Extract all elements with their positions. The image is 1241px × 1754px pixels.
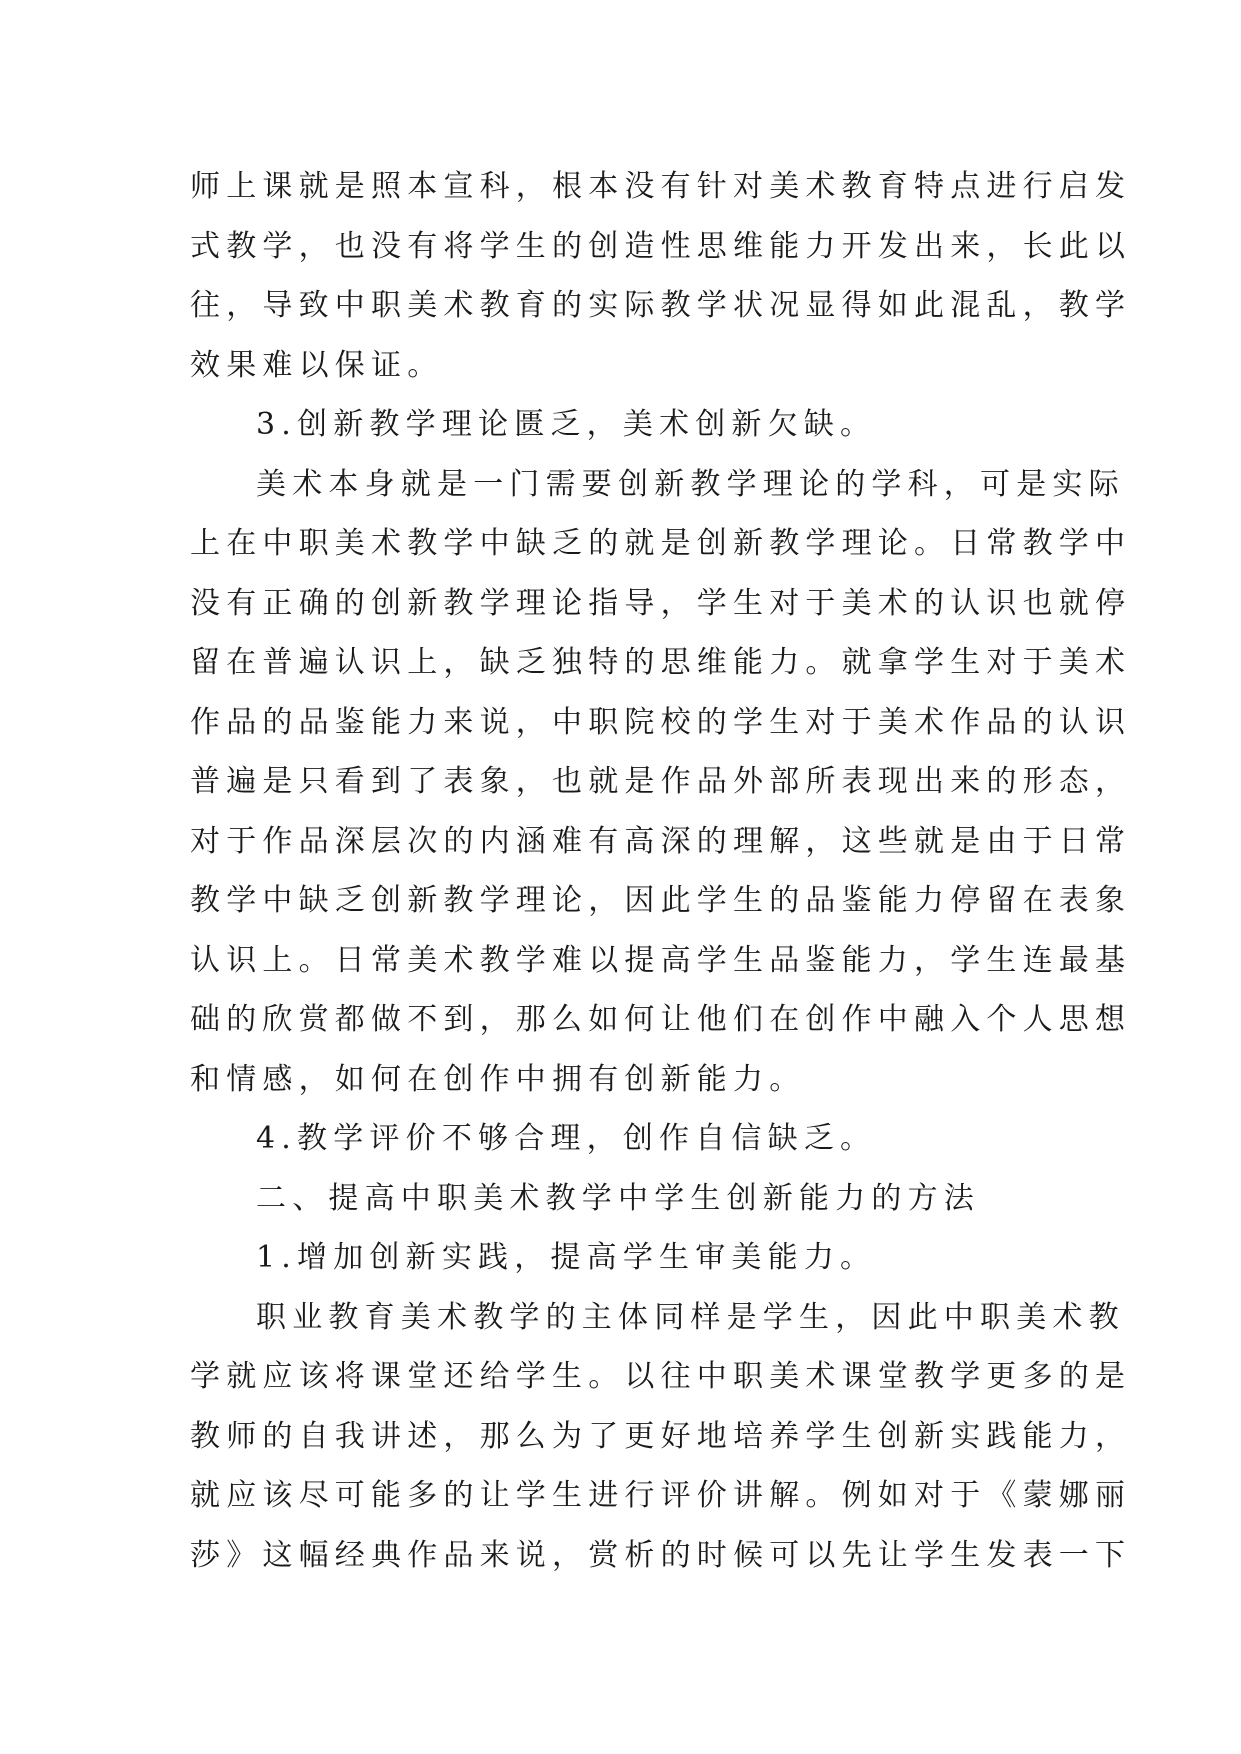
text-line: 教学中缺乏创新教学理论，因此学生的品鉴能力停留在表象	[190, 883, 1132, 918]
text-line: 就应该尽可能多的让学生进行评价讲解。例如对于《蒙娜丽	[190, 1478, 1132, 1513]
text-line: 二、提高中职美术教学中学生创新能力的方法	[256, 1180, 980, 1216]
text-line: 对于作品深层次的内涵难有高深的理解，这些就是由于日常	[190, 823, 1132, 859]
text-line: 普遍是只看到了表象，也就是作品外部所表现出来的形态，	[190, 764, 1132, 799]
text-line: 础的欣赏都做不到，那么如何让他们在创作中融入个人思想	[190, 1002, 1132, 1037]
text-line: 学就应该将课堂还给学生。以往中职美术课堂教学更多的是	[190, 1359, 1132, 1394]
text-line: 4.教学评价不够合理，创作自信缺乏。	[256, 1121, 877, 1156]
text-line: 认识上。日常美术教学难以提高学生品鉴能力，学生连最基	[190, 942, 1132, 978]
text-line: 往，导致中职美术教育的实际教学状况显得如此混乱，教学	[190, 288, 1132, 323]
text-line: 效果难以保证。	[190, 347, 444, 383]
text-line: 留在普遍认识上，缺乏独特的思维能力。就拿学生对于美术	[190, 645, 1132, 680]
text-line: 莎》这幅经典作品来说，赏析的时候可以先让学生发表一下	[190, 1537, 1132, 1573]
text-line: 师上课就是照本宣科，根本没有针对美术教育特点进行启发	[190, 169, 1132, 204]
text-line: 美术本身就是一门需要创新教学理论的学科，可是实际	[256, 466, 1125, 502]
text-line: 没有正确的创新教学理论指导，学生对于美术的认识也就停	[190, 585, 1132, 621]
text-line: 教师的自我讲述，那么为了更好地培养学生创新实践能力，	[190, 1418, 1132, 1454]
text-line: 职业教育美术教学的主体同样是学生，因此中职美术教	[256, 1299, 1125, 1335]
text-line: 1.增加创新实践，提高学生审美能力。	[256, 1240, 877, 1275]
text-line: 3.创新教学理论匮乏，美术创新欠缺。	[256, 407, 877, 442]
text-line: 作品的品鉴能力来说，中职院校的学生对于美术作品的认识	[190, 704, 1132, 740]
body-text	[190, 157, 1132, 1585]
text-line: 和情感，如何在创作中拥有创新能力。	[190, 1061, 806, 1097]
text-line: 式教学，也没有将学生的创造性思维能力开发出来，长此以	[190, 228, 1132, 264]
text-line: 上在中职美术教学中缺乏的就是创新教学理论。日常教学中	[190, 526, 1132, 561]
